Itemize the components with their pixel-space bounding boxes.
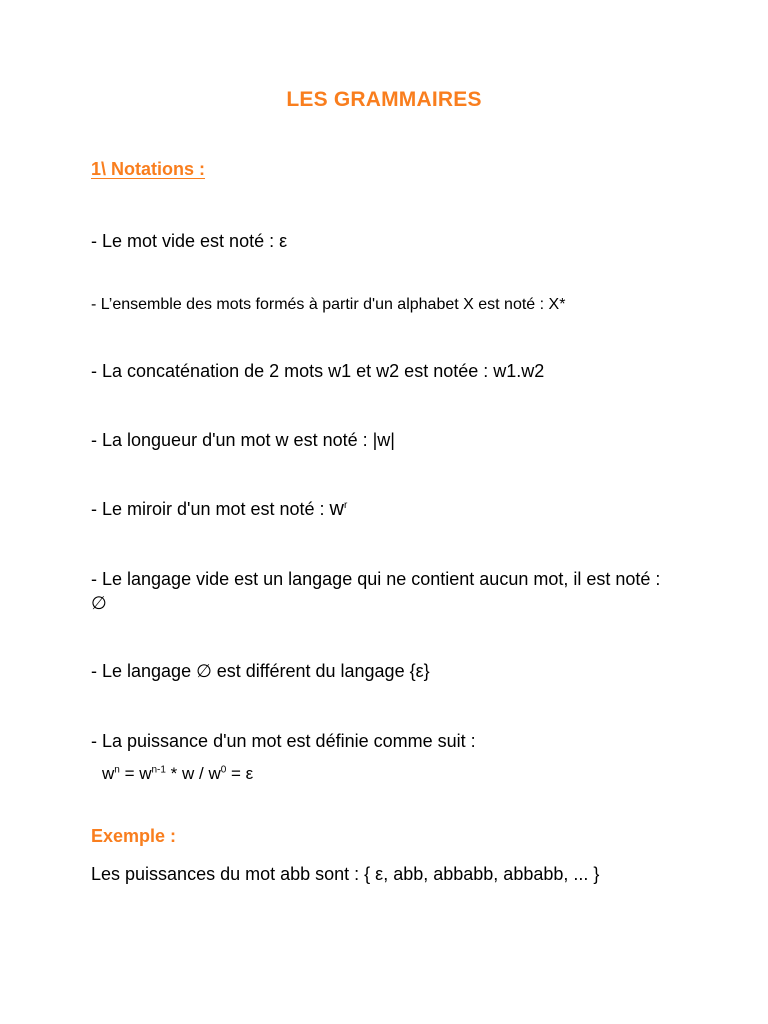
formula-sup1: n bbox=[114, 764, 120, 776]
notation-language-difference: - Le langage ∅ est différent du langage {ε} bbox=[91, 661, 430, 681]
notation-mirror bbox=[91, 497, 347, 521]
formula-sup3: 0 bbox=[220, 764, 227, 776]
notation-concatenation: - La concaténation de 2 mots w1 et w2 est notée : w1.w2 bbox=[91, 361, 545, 381]
notation-length: - La longueur d'un mot w est noté : |w| bbox=[91, 430, 395, 450]
example-text: Les puissances du mot abb sont : { ε, abb, abbabb, abbabb, ... } bbox=[91, 864, 600, 884]
formula-part3: * w / w bbox=[165, 764, 221, 783]
formula-part2: = w bbox=[119, 764, 152, 783]
notation-power: - La puissance d'un mot est définie comme suit : bbox=[91, 731, 476, 751]
power-formula bbox=[102, 762, 253, 786]
notation-word-set: - L’ensemble des mots formés à partir d'un alphabet X est noté : X* bbox=[91, 296, 566, 313]
notation-empty-word: - Le mot vide est noté : ε bbox=[91, 231, 288, 251]
mirror-symbol: w bbox=[329, 498, 344, 520]
mirror-superscript: r bbox=[344, 500, 348, 511]
formula-sup2: n-1 bbox=[151, 764, 166, 776]
section-heading-notations: 1\ Notations : bbox=[91, 159, 206, 179]
document-title: LES GRAMMAIRES bbox=[286, 88, 482, 111]
formula-part1: w bbox=[102, 764, 115, 783]
example-heading: Exemple : bbox=[91, 826, 177, 846]
formula-part4: = ε bbox=[226, 764, 254, 783]
mirror-text: - Le miroir d'un mot est noté : bbox=[91, 499, 330, 519]
notation-empty-language: - Le langage vide est un langage qui ne contient aucun mot, il est noté : ∅ bbox=[91, 569, 661, 613]
